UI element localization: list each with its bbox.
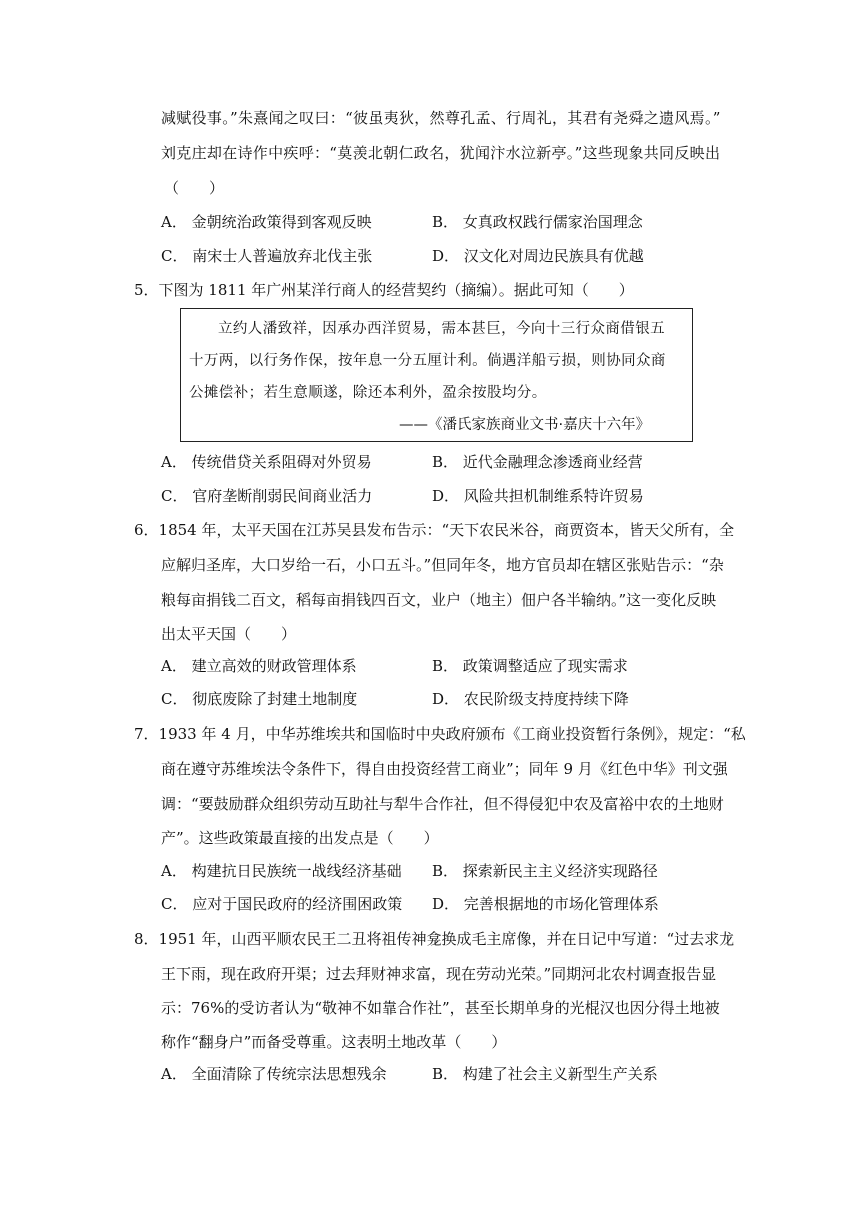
q8-stem-line-2: 王下雨，现在政府开渠；过去拜财神求富，现在劳动光荣。”同期河北农村调查报告显 <box>161 965 717 983</box>
q6-stem-line-1: 6．1854 年，太平天国在江苏吴县发布告示：“天下农民米谷，商贾资本，皆天父所有，全 <box>134 521 735 539</box>
q5-option-c[interactable]: C． 官府垄断削弱民间商业活力 <box>161 487 373 505</box>
q4-line-2: 刘克庄却在诗作中疾呼：“莫羡北朝仁政名，犹闻汴水泣新亭。”这些现象共同反映出 <box>161 144 721 162</box>
q5-quote-line-1: 立约人潘致祥，因承办西洋贸易，需本甚巨，今向十三行众商借银五 <box>218 321 665 337</box>
q5-option-b[interactable]: B． 近代金融理念渗透商业经营 <box>432 453 643 471</box>
q7-stem-line-1: 7．1933 年 4 月，中华苏维埃共和国临时中央政府颁布《工商业投资暂行条例》，规定：“私 <box>134 725 746 743</box>
q8-stem-line-4: 称作“翻身户”而备受尊重。这表明土地改革（ ） <box>161 1033 507 1051</box>
q6-stem-line-3: 粮每亩捐钱二百文，稻每亩捐钱四百文，业户（地主）佃户各半输纳。”这一变化反映 <box>161 591 717 609</box>
q6-option-b[interactable]: B． 政策调整适应了现实需求 <box>432 657 628 675</box>
q8-stem-line-3: 示：76%的受访者认为“敬神不如靠合作社”，甚至长期单身的光棍汉也因分得土地被 <box>161 999 720 1017</box>
q5-option-d[interactable]: D． 风险共担机制维系特许贸易 <box>432 487 644 505</box>
q6-option-c[interactable]: C． 彻底废除了封建土地制度 <box>161 690 358 708</box>
q4-option-a[interactable]: A． 金朝统治政策得到客观反映 <box>161 213 372 231</box>
q7-option-a[interactable]: A． 构建抗日民族统一战线经济基础 <box>161 862 402 880</box>
q7-option-c[interactable]: C． 应对于国民政府的经济围困政策 <box>161 895 403 913</box>
q8-option-a[interactable]: A． 全面清除了传统宗法思想残余 <box>161 1065 387 1083</box>
q7-option-b[interactable]: B． 探索新民主主义经济实现路径 <box>432 862 658 880</box>
q5-stem: 5．下图为 1811 年广州某洋行商人的经营契约（摘编）。据此可知（ ） <box>134 281 634 299</box>
q6-option-a[interactable]: A． 建立高效的财政管理体系 <box>161 657 357 675</box>
q4-line-1: 减赋役事。”朱熹闻之叹曰：“彼虽夷狄，然尊孔孟、行周礼，其君有尧舜之遗风焉。” <box>161 109 721 127</box>
q5-quote-source: ——《潘氏家族商业文书·嘉庆十六年》 <box>399 417 651 433</box>
q6-stem-line-4: 出太平天国（ ） <box>161 625 297 643</box>
q8-stem-line-1: 8．1951 年，山西平顺农民王二丑将祖传神龛换成毛主席像，并在日记中写道：“过去求龙 <box>134 930 735 948</box>
q5-quote-line-3: 公摊偿补；若生意顺遂，除还本利外，盈余按股均分。 <box>189 385 547 401</box>
q6-stem-line-2: 应解归圣库，大口岁给一石，小口五斗。”但同年冬，地方官员却在辖区张贴告示：“杂 <box>161 556 724 574</box>
q4-option-d[interactable]: D． 汉文化对周边民族具有优越 <box>432 247 644 265</box>
q8-option-b[interactable]: B． 构建了社会主义新型生产关系 <box>432 1065 658 1083</box>
q5-quote-line-2: 十万两，以行务作保，按年息一分五厘计利。倘遇洋船亏损，则协同众商 <box>189 353 666 369</box>
q4-answer-blank: （ ） <box>164 179 225 197</box>
q6-option-d[interactable]: D． 农民阶级支持度持续下降 <box>432 690 629 708</box>
q4-option-b[interactable]: B． 女真政权践行儒家治国理念 <box>432 213 643 231</box>
q7-stem-line-3: 调：“要鼓励群众组织劳动互助社与犁牛合作社，但不得侵犯中农及富裕中农的土地财 <box>161 795 724 813</box>
q7-option-d[interactable]: D． 完善根据地的市场化管理体系 <box>432 895 659 913</box>
q5-option-a[interactable]: A． 传统借贷关系阻碍对外贸易 <box>161 453 372 471</box>
q7-stem-line-2: 商在遵守苏维埃法令条件下，得自由投资经营工商业”；同年 9 月《红色中华》刊文强 <box>161 760 728 778</box>
q4-option-c[interactable]: C． 南宋士人普遍放弃北伐主张 <box>161 247 373 265</box>
q7-stem-line-4: 产”。这些政策最直接的出发点是（ ） <box>161 829 439 847</box>
